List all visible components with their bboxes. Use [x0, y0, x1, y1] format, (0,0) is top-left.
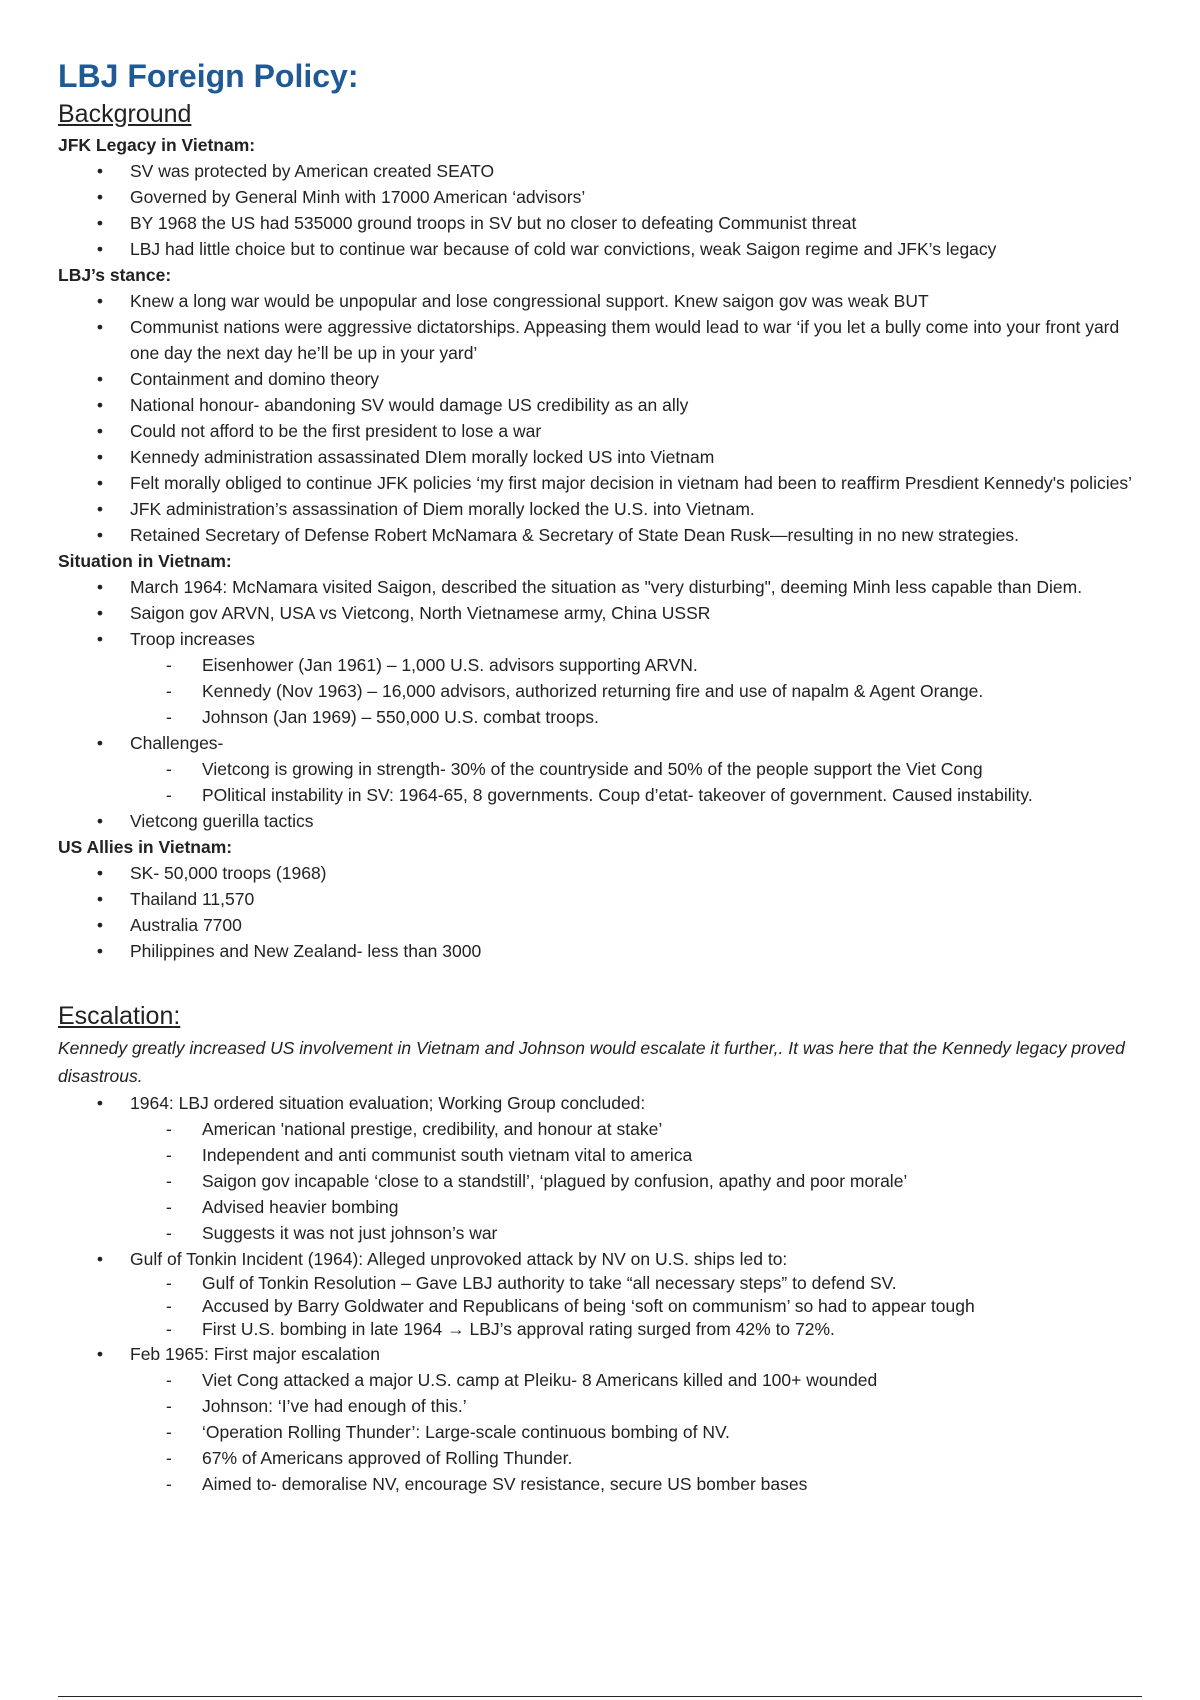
bullet-icon: •	[96, 603, 104, 623]
list-item	[96, 184, 1150, 210]
bullet-icon: •	[96, 369, 104, 389]
bullet-icon: •	[96, 239, 104, 259]
list-item	[96, 860, 1150, 886]
dash-icon: -	[166, 1422, 172, 1442]
sublist-item-text: First U.S. bombing in late 1964 → LBJ’s approval rating surged from 42% to 72%.	[202, 1319, 835, 1339]
subheading-jfk-legacy: JFK Legacy in Vietnam:	[58, 135, 256, 155]
tonkin-sublist	[130, 1272, 1150, 1341]
escalation-intro: Kennedy greatly increased US involvement in Vietnam and Johnson would escalate it further,. It was here that the Kennedy legacy proved disastrous.	[58, 1038, 1125, 1086]
list-item-text: Retained Secretary of Defense Robert McNamara & Secretary of State Dean Rusk—resulting in no new strategies.	[130, 525, 1020, 545]
bullet-icon: •	[96, 577, 104, 597]
list-item-text: Troop increases	[130, 629, 255, 649]
bullet-icon: •	[96, 863, 104, 883]
list-item	[96, 288, 1150, 314]
dash-icon: -	[166, 707, 172, 727]
sublist-item	[166, 678, 1150, 704]
list-item-text: Vietcong guerilla tactics	[130, 811, 314, 831]
page-title: LBJ Foreign Policy:	[58, 58, 359, 94]
list-item-text: March 1964: McNamara visited Saigon, described the situation as "very disturbing", deeming Minh less capable than Diem.	[130, 577, 1083, 597]
sublist-item	[166, 1220, 1150, 1246]
sublist-item	[166, 1295, 1150, 1318]
list-item-text: Could not afford to be the first president to lose a war	[130, 421, 542, 441]
list-item-text: Thailand 11,570	[130, 889, 255, 909]
bullet-icon: •	[96, 447, 104, 467]
dash-icon: -	[166, 1370, 172, 1390]
bullet-icon: •	[96, 187, 104, 207]
subheading-allies: US Allies in Vietnam:	[58, 837, 233, 857]
list-item	[96, 444, 1150, 470]
subheading-situation: Situation in Vietnam:	[58, 551, 232, 571]
troop-increases-sublist	[130, 652, 1150, 730]
list-item-text: Saigon gov ARVN, USA vs Vietcong, North Vietnamese army, China USSR	[130, 603, 711, 623]
list-item-text: JFK administration’s assassination of Diem morally locked the U.S. into Vietnam.	[130, 499, 755, 519]
allies-list	[58, 860, 1150, 964]
list-item-text: SK- 50,000 troops (1968)	[130, 863, 327, 883]
list-item	[96, 522, 1150, 548]
sublist-item-text: Vietcong is growing in strength- 30% of the countryside and 50% of the people support the Viet Cong	[202, 759, 983, 779]
list-item	[96, 808, 1150, 834]
sublist-item	[166, 704, 1150, 730]
dash-icon: -	[166, 1273, 172, 1293]
sublist-item-text: Johnson (Jan 1969) – 550,000 U.S. combat troops.	[202, 707, 599, 727]
list-item	[96, 912, 1150, 938]
sublist-item	[166, 1194, 1150, 1220]
dash-icon: -	[166, 1119, 172, 1139]
list-item	[96, 1246, 1150, 1341]
bullet-icon: •	[96, 915, 104, 935]
list-item-text: Knew a long war would be unpopular and lose congressional support. Knew saigon gov was weak BUT	[130, 291, 929, 311]
lbj-stance-list	[58, 288, 1150, 548]
dash-icon: -	[166, 1296, 172, 1316]
dash-icon: -	[166, 1474, 172, 1494]
dash-icon: -	[166, 1396, 172, 1416]
list-item	[96, 496, 1150, 522]
list-item-text: Communist nations were aggressive dictatorships. Appeasing them would lead to war ‘if you let a bully come into your front yard one day the next day he’ll be up in your yard’	[130, 317, 1120, 363]
section-heading-escalation	[58, 998, 1150, 1034]
page-bottom-rule	[58, 1696, 1142, 1697]
section-heading-background: Background	[58, 100, 192, 128]
sublist-item-text: POlitical instability in SV: 1964-65, 8 governments. Coup d’etat- takeover of government. Caused instability.	[202, 785, 1033, 805]
sublist-item-text: ‘Operation Rolling Thunder’: Large-scale continuous bombing of NV.	[202, 1422, 730, 1442]
bullet-icon: •	[96, 629, 104, 649]
sublist-item	[166, 756, 1150, 782]
list-item-text: Gulf of Tonkin Incident (1964): Alleged unprovoked attack by NV on U.S. ships led to:	[130, 1249, 788, 1269]
sublist-item	[166, 1142, 1150, 1168]
sublist-item-text: Eisenhower (Jan 1961) – 1,000 U.S. advisors supporting ARVN.	[202, 655, 698, 675]
dash-icon: -	[166, 1319, 172, 1339]
sublist-item-text: Kennedy (Nov 1963) – 16,000 advisors, authorized returning fire and use of napalm & Agent Orange.	[202, 681, 984, 701]
dash-icon: -	[166, 681, 172, 701]
sublist-item	[166, 1318, 1150, 1341]
list-item-text: Governed by General Minh with 17000 American ‘advisors’	[130, 187, 586, 207]
sublist-item	[166, 652, 1150, 678]
list-item	[96, 418, 1150, 444]
sublist-item-text: 67% of Americans approved of Rolling Thunder.	[202, 1448, 573, 1468]
list-item-text: National honour- abandoning SV would damage US credibility as an ally	[130, 395, 689, 415]
bullet-icon: •	[96, 1249, 104, 1269]
dash-icon: -	[166, 1448, 172, 1468]
bullet-icon: •	[96, 811, 104, 831]
sublist-item-text: American 'national prestige, credibility, and honour at stake’	[202, 1119, 663, 1139]
bullet-icon: •	[96, 941, 104, 961]
sublist-item-text: Saigon gov incapable ‘close to a standstill’, ‘plagued by confusion, apathy and poor morale’	[202, 1171, 908, 1191]
list-item-text: LBJ had little choice but to continue war because of cold war convictions, weak Saigon regime and JFK’s legacy	[130, 239, 997, 259]
list-item	[96, 600, 1150, 626]
bullet-icon: •	[96, 473, 104, 493]
list-item-text: 1964: LBJ ordered situation evaluation; Working Group concluded:	[130, 1093, 646, 1113]
sublist-item-text: Gulf of Tonkin Resolution – Gave LBJ authority to take “all necessary steps” to defend SV.	[202, 1273, 897, 1293]
list-item-text: Containment and domino theory	[130, 369, 380, 389]
list-item	[96, 392, 1150, 418]
bullet-icon: •	[96, 395, 104, 415]
list-item-text: Kennedy administration assassinated DIem morally locked US into Vietnam	[130, 447, 715, 467]
bullet-icon: •	[96, 733, 104, 753]
dash-icon: -	[166, 1145, 172, 1165]
subheading-lbj-stance: LBJ’s stance:	[58, 265, 172, 285]
list-item-text: Feb 1965: First major escalation	[130, 1344, 380, 1364]
bullet-icon: •	[96, 291, 104, 311]
sublist-item	[166, 1367, 1150, 1393]
list-item	[96, 314, 1150, 366]
dash-icon: -	[166, 1223, 172, 1243]
list-item-text: BY 1968 the US had 535000 ground troops in SV but no closer to defeating Communist threat	[130, 213, 857, 233]
sublist-item	[166, 1471, 1150, 1497]
sublist-item	[166, 1393, 1150, 1419]
sublist-item-text: Viet Cong attacked a major U.S. camp at Pleiku- 8 Americans killed and 100+ wounded	[202, 1370, 878, 1390]
list-item	[96, 210, 1150, 236]
list-item	[96, 886, 1150, 912]
escalation-heading-colon: :	[173, 1002, 181, 1030]
sublist-item	[166, 1168, 1150, 1194]
sublist-item-text: Accused by Barry Goldwater and Republicans of being ‘soft on communism’ so had to appear tough	[202, 1296, 975, 1316]
list-item	[96, 1090, 1150, 1246]
situation-list	[58, 574, 1150, 834]
feb-1965-sublist	[130, 1367, 1150, 1497]
bullet-icon: •	[96, 317, 104, 337]
escalation-list	[58, 1090, 1150, 1497]
sublist-item	[166, 782, 1150, 808]
list-item-text: Felt morally obliged to continue JFK policies ‘my first major decision in vietnam had been to reaffirm Presdient Kennedy's policies’	[130, 473, 1132, 493]
bullet-icon: •	[96, 161, 104, 181]
list-item	[96, 1341, 1150, 1497]
spacer	[58, 964, 1150, 998]
list-item	[96, 730, 1150, 808]
sublist-item-text: Aimed to- demoralise NV, encourage SV resistance, secure US bomber bases	[202, 1474, 808, 1494]
sublist-item-text: Advised heavier bombing	[202, 1197, 399, 1217]
challenges-sublist	[130, 756, 1150, 808]
dash-icon: -	[166, 1171, 172, 1191]
sublist-item-text: Suggests it was not just johnson’s war	[202, 1223, 498, 1243]
bullet-icon: •	[96, 421, 104, 441]
dash-icon: -	[166, 785, 172, 805]
list-item	[96, 158, 1150, 184]
list-item-text: Philippines and New Zealand- less than 3000	[130, 941, 482, 961]
list-item-text: Challenges-	[130, 733, 224, 753]
list-item	[96, 470, 1150, 496]
sublist-item	[166, 1419, 1150, 1445]
sublist-item	[166, 1445, 1150, 1471]
dash-icon: -	[166, 759, 172, 779]
escalation-heading-text: Escalation	[58, 1002, 174, 1030]
bullet-icon: •	[96, 525, 104, 545]
sublist-item-text: Independent and anti communist south vietnam vital to america	[202, 1145, 693, 1165]
bullet-icon: •	[96, 499, 104, 519]
bullet-icon: •	[96, 213, 104, 233]
jfk-legacy-list	[58, 158, 1150, 262]
list-item	[96, 236, 1150, 262]
list-item-text: Australia 7700	[130, 915, 242, 935]
bullet-icon: •	[96, 1093, 104, 1113]
list-item	[96, 626, 1150, 730]
evaluation-sublist	[130, 1116, 1150, 1246]
list-item-text: SV was protected by American created SEATO	[130, 161, 495, 181]
dash-icon: -	[166, 655, 172, 675]
bullet-icon: •	[96, 1344, 104, 1364]
sublist-item	[166, 1116, 1150, 1142]
sublist-item	[166, 1272, 1150, 1295]
list-item	[96, 574, 1150, 600]
list-item	[96, 366, 1150, 392]
bullet-icon: •	[96, 889, 104, 909]
list-item	[96, 938, 1150, 964]
dash-icon: -	[166, 1197, 172, 1217]
sublist-item-text: Johnson: ‘I’ve had enough of this.’	[202, 1396, 467, 1416]
